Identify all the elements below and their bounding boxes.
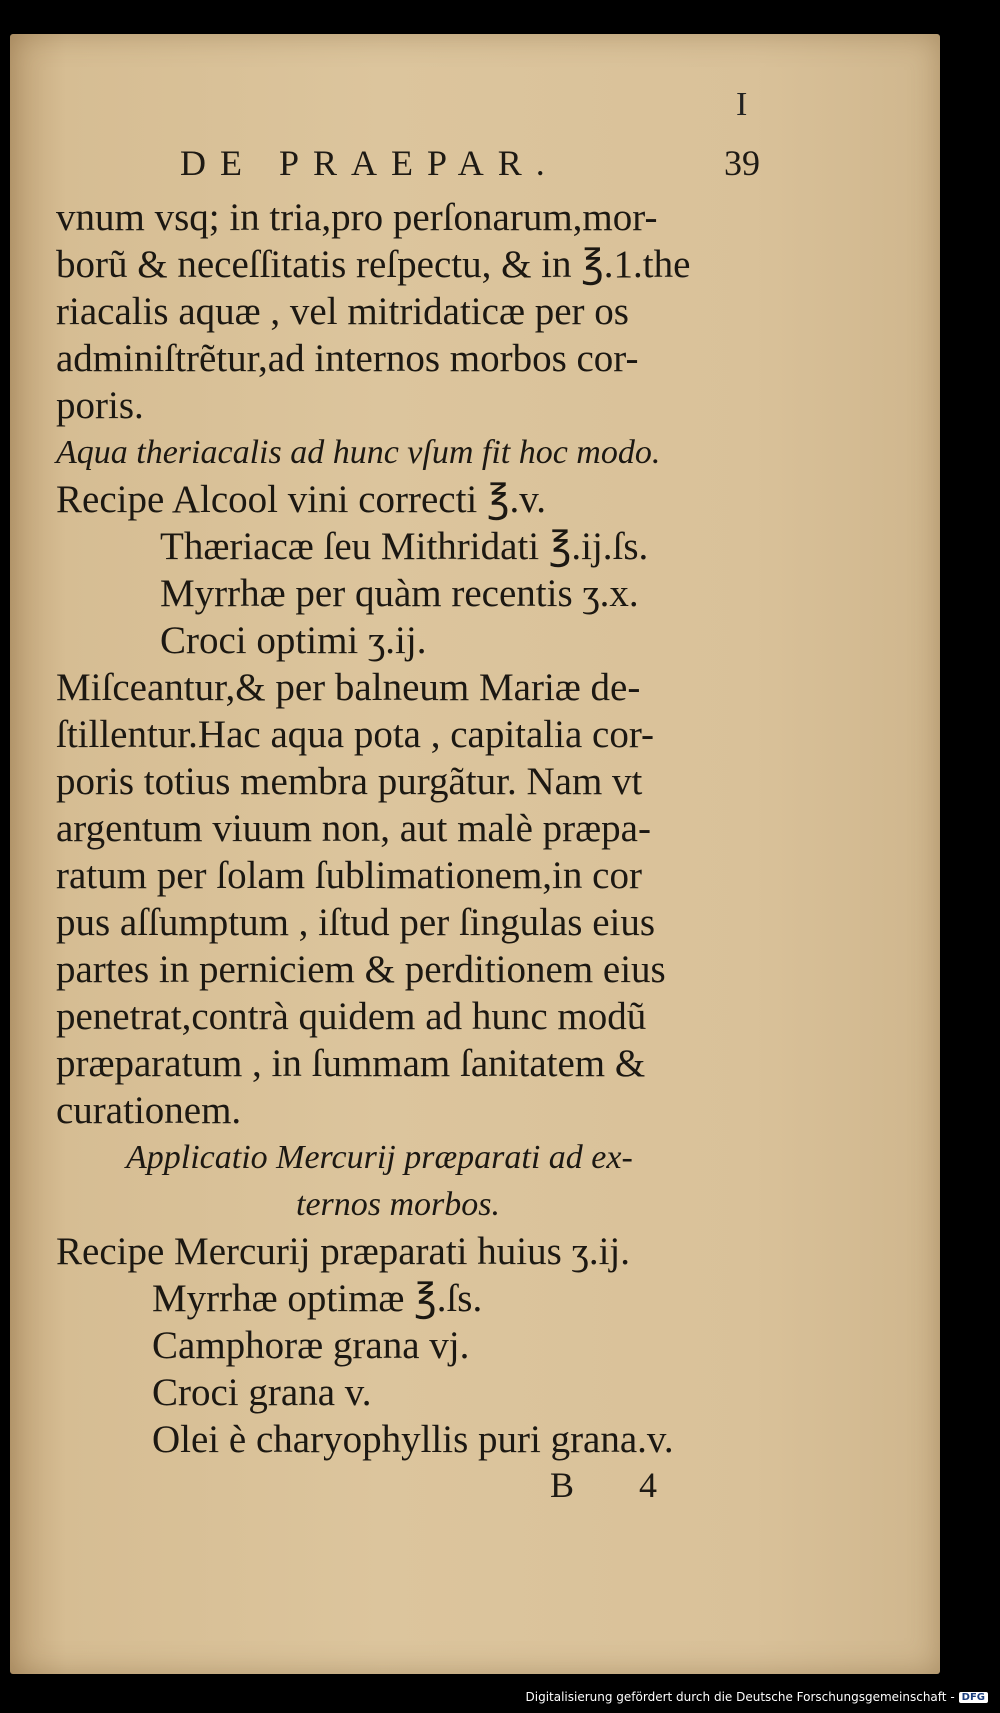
text-line: Myrrhæ optimæ ℥.ſs.: [152, 1277, 483, 1320]
text-line: adminiſtrẽtur,ad internos morbos cor-: [56, 337, 639, 380]
text-line: ratum per ſolam ſublimationem,in cor: [56, 854, 642, 897]
text-line: curationem.: [56, 1089, 242, 1132]
text-line: Croci grana v.: [152, 1371, 372, 1414]
text-line: Aqua theriacalis ad hunc vſum fit hoc modo.: [56, 434, 661, 471]
text-line: Thæriacæ ſeu Mithridati ℥.ij.ſs.: [160, 525, 649, 568]
text-line: Miſceantur,& per balneum Mariæ de-: [56, 666, 641, 709]
credit-text: Digitalisierung gefördert durch die Deutsche Forschungsgemeinschaft -: [525, 1690, 955, 1704]
text-line: ternos morbos.: [296, 1186, 501, 1223]
running-header: [180, 142, 760, 192]
running-title: DE PRAEPAR.: [180, 143, 559, 183]
dfg-logo-icon: DFG: [959, 1692, 988, 1703]
text-line: poris.: [56, 384, 144, 427]
text-line: riacalis aquæ , vel mitridaticæ per os: [56, 290, 629, 333]
text-line: ſtillentur.Hac aqua pota , capitalia cor-: [56, 713, 655, 756]
text-line: pus aſſumptum , iſtud per ſingulas eius: [56, 901, 656, 944]
text-line: Applicatio Mercurij præparati ad ex-: [126, 1139, 633, 1176]
text-line: penetrat,contrà quidem ad hunc modũ: [56, 995, 647, 1038]
text-line: Croci optimi ʒ.ij.: [160, 619, 427, 662]
text-line: Recipe Mercurij præparati huius ʒ.ij.: [56, 1230, 630, 1273]
text-line: Recipe Alcool vini correcti ℥.v.: [56, 478, 547, 521]
catchword: B 4: [550, 1465, 686, 1505]
text-line: borũ & neceſſitatis reſpectu, & in ℥.1.the: [56, 243, 691, 286]
body-text: [56, 194, 766, 1463]
text-line: Myrrhæ per quàm recentis ʒ.x.: [160, 572, 639, 615]
text-line: Camphoræ grana vj.: [152, 1324, 470, 1367]
text-line: Olei è charyophyllis puri grana.v.: [152, 1418, 674, 1461]
text-line: argentum viuum non, aut malè præpa-: [56, 807, 651, 850]
text-line: vnum vsq; in tria,pro perſonarum,mor-: [56, 196, 658, 239]
signature-mark: I: [736, 86, 748, 123]
text-line: partes in perniciem & perditionem eius: [56, 948, 666, 991]
text-line: poris totius membra purgãtur. Nam vt: [56, 760, 643, 803]
digitization-credit: [522, 1689, 993, 1705]
page-number: 39: [724, 143, 760, 183]
text-line: præparatum , in ſummam ſanitatem &: [56, 1042, 646, 1085]
book-page: [10, 34, 940, 1674]
